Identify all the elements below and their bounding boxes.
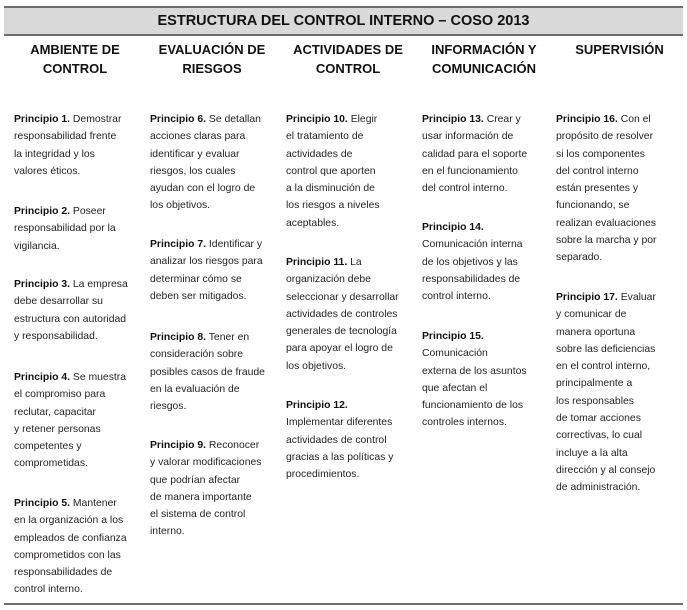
principle-text: los objetivos.: [150, 200, 211, 212]
principle-text: actividades de control: [286, 434, 387, 446]
principle-text: Comunicación interna: [422, 239, 523, 251]
principle-first-line: [422, 219, 556, 236]
principle-text: el compromiso para: [14, 389, 106, 401]
principle-text: generales de tecnología: [286, 326, 397, 338]
principle-text: estructura con autoridad: [14, 313, 127, 325]
principle-label: Principio 8.: [150, 332, 207, 343]
principle-text: responsabilidad por la: [14, 223, 116, 235]
principle-label: Principio 16.: [556, 114, 618, 125]
principle-text: y responsabilidad.: [14, 330, 98, 342]
principle-first-line: [286, 397, 422, 414]
principle-first-line: [14, 369, 150, 386]
principle-text: y comunicar de: [556, 309, 627, 321]
principle-text: control interno.: [14, 584, 83, 596]
principle-item: [556, 111, 681, 267]
principle-text: usar información de: [422, 131, 514, 143]
principle-text: La: [350, 257, 362, 268]
principle-text: determinar cómo se: [150, 273, 242, 285]
principle-text: propósito de resolver: [556, 131, 654, 143]
principle-text: competentes y: [14, 441, 82, 453]
principle-text: Implementar diferentes: [286, 417, 393, 429]
title-rule: [4, 34, 683, 36]
principle-text: la integridad y los: [14, 148, 95, 160]
bottom-rule: [4, 603, 683, 605]
principle-text: los riesgos a niveles: [286, 200, 380, 212]
principle-text: procedimientos.: [286, 469, 360, 481]
principle-item: [286, 111, 422, 232]
principle-label: Principio 3.: [14, 279, 71, 290]
principle-label: Principio 5.: [14, 498, 71, 509]
principle-item: [14, 203, 150, 255]
principle-text: responsabilidades de: [422, 273, 521, 285]
principle-label: Principio 10.: [286, 114, 348, 125]
principle-text: Identificar y: [208, 239, 263, 250]
table-title-text: ESTRUCTURA DEL CONTROL INTERNO – COSO 2013: [157, 13, 530, 29]
principle-first-line: [422, 111, 556, 128]
principle-item: [14, 111, 150, 180]
principle-first-line: [14, 203, 150, 220]
principle-text: Reconocer: [208, 440, 260, 451]
principle-text: Elegir: [350, 114, 378, 125]
principle-first-line: [286, 254, 422, 271]
column-header-line: CONTROL: [42, 61, 108, 76]
principle-text: separado.: [556, 252, 603, 264]
column-header-line: AMBIENTE DE: [30, 42, 120, 57]
principle-label: Principio 17.: [556, 292, 618, 303]
principle-first-line: [14, 495, 150, 512]
principle-text: Se muestra: [72, 372, 127, 383]
principle-first-line: [150, 236, 286, 253]
principle-label: Principio 4.: [14, 372, 71, 383]
principle-text: consideración sobre: [150, 349, 243, 361]
principle-text: Con el: [620, 114, 651, 125]
principle-text: analizar los riesgos para: [150, 256, 263, 268]
principle-text: el sistema de control: [150, 509, 246, 521]
column-header-line: ACTIVIDADES DE: [293, 42, 403, 57]
principle-first-line: [286, 111, 422, 128]
principle-text: Tener en: [208, 332, 250, 343]
principle-text: comprometidas.: [14, 458, 88, 470]
principle-text: organización debe: [286, 274, 371, 286]
principle-text: calidad para el soporte: [422, 148, 528, 160]
principle-text: en la evaluación de: [150, 383, 240, 395]
principle-text: que podrían afectar: [150, 474, 241, 486]
principle-item: [422, 328, 556, 432]
principle-text: control interno.: [422, 291, 491, 303]
principle-text: Poseer: [72, 206, 106, 217]
principle-text: reclutar, capacitar: [14, 406, 97, 418]
principle-item: [422, 111, 556, 197]
column-header-line: CONTROL: [315, 61, 381, 76]
principle-text: dirección y al consejo: [556, 464, 656, 476]
principle-text: manera oportuna: [556, 326, 636, 338]
column-header-line: RIESGOS: [182, 61, 242, 76]
principle-text: de los objetivos y las: [422, 256, 518, 268]
principle-label: Principio 11.: [286, 257, 348, 268]
principle-text: externa de los asuntos: [422, 365, 527, 377]
principle-item: [286, 254, 422, 375]
column-header-evaluacion-de-riesgos: [144, 40, 280, 78]
principle-first-line: [150, 329, 286, 346]
principle-text: funcionamiento de los: [422, 400, 524, 412]
principle-text: Crear y: [486, 114, 521, 125]
principle-text: están presentes y: [556, 183, 639, 195]
principle-text: deben ser mitigados.: [150, 290, 247, 302]
principle-first-line: [14, 276, 150, 293]
principle-first-line: [556, 289, 681, 306]
principle-text: interno.: [150, 526, 185, 538]
principle-item: [286, 397, 422, 483]
principle-text: posibles casos de fraude: [150, 366, 265, 378]
column-header-actividades-de-control: [280, 40, 416, 78]
principle-label: Principio 15.: [422, 331, 484, 342]
principle-text: si los componentes: [556, 148, 645, 160]
principle-text: sobre las deficiencias: [556, 343, 656, 355]
principle-item: [14, 276, 150, 345]
principle-label: Principio 2.: [14, 206, 71, 217]
principle-item: [150, 236, 286, 305]
principle-text: del control interno: [556, 165, 639, 177]
principle-text: que afectan el: [422, 382, 488, 394]
principle-text: de administración.: [556, 482, 641, 494]
principle-first-line: [150, 111, 286, 128]
principle-label: Principio 12.: [286, 400, 348, 411]
principle-text: de tomar acciones: [556, 413, 641, 425]
principle-first-line: [14, 111, 150, 128]
principle-text: Se detallan: [208, 114, 261, 125]
principle-text: control que aporten: [286, 165, 376, 177]
principle-text: de manera importante: [150, 491, 252, 503]
principle-text: sobre la marcha y por: [556, 235, 657, 247]
principle-item: [150, 437, 286, 541]
principle-text: Evaluar: [620, 292, 656, 303]
principle-text: realizan evaluaciones: [556, 217, 656, 229]
principle-text: vigilancia.: [14, 240, 60, 252]
principle-label: Principio 13.: [422, 114, 484, 125]
principle-item: [14, 369, 150, 473]
principle-text: los objetivos.: [286, 360, 347, 372]
principle-text: y retener personas: [14, 423, 101, 435]
principle-text: actividades de: [286, 148, 353, 160]
principle-first-line: [556, 111, 681, 128]
principle-text: responsabilidades de: [14, 567, 113, 579]
principle-text: valores éticos.: [14, 165, 81, 177]
principle-text: ayudan con el logro de: [150, 183, 256, 195]
principle-text: los responsables: [556, 395, 634, 407]
principle-text: gracias a las políticas y: [286, 451, 394, 463]
principle-text: comprometidos con las: [14, 549, 121, 561]
principle-first-line: [150, 437, 286, 454]
principle-text: y valorar modificaciones: [150, 457, 262, 469]
principle-text: en el funcionamiento: [422, 165, 518, 177]
principle-text: principalmente a: [556, 378, 633, 390]
principle-item: [150, 329, 286, 415]
principle-text: acciones claras para: [150, 131, 246, 143]
principle-text: en el control interno,: [556, 361, 651, 373]
principle-text: para apoyar el logro de: [286, 343, 393, 355]
principle-label: Principio 14.: [422, 222, 484, 233]
principle-text: Mantener: [72, 498, 117, 509]
principle-text: La empresa: [72, 279, 128, 290]
principle-text: del control interno.: [422, 183, 508, 195]
principle-item: [422, 219, 556, 305]
column-header-supervision: [552, 40, 687, 59]
principle-text: en la organización a los: [14, 515, 124, 527]
table-title: [4, 8, 683, 34]
principle-text: seleccionar y desarrollar: [286, 291, 399, 303]
principle-text: controles internos.: [422, 417, 507, 429]
principle-text: Demostrar: [72, 114, 122, 125]
principle-text: a la disminución de: [286, 183, 375, 195]
principle-item: [150, 111, 286, 215]
column-header-line: INFORMACIÓN Y: [431, 42, 537, 57]
principle-text: incluye a la alta: [556, 447, 628, 459]
principle-text: aceptables.: [286, 217, 340, 229]
principle-label: Principio 7.: [150, 239, 207, 250]
principle-item: [556, 289, 681, 497]
principle-text: correctivas, lo cual: [556, 430, 643, 442]
principle-text: identificar y evaluar: [150, 148, 240, 160]
principle-item: [14, 495, 150, 599]
column-header-line: EVALUACIÓN DE: [158, 42, 266, 57]
column-header-line: COMUNICACIÓN: [432, 61, 536, 76]
principle-text: debe desarrollar su: [14, 296, 103, 308]
principle-text: Comunicación: [422, 348, 488, 360]
column-header-ambiente-de-control: [8, 40, 142, 78]
principle-label: Principio 9.: [150, 440, 207, 451]
principle-text: el tratamiento de: [286, 131, 364, 143]
column-header-line: SUPERVISIÓN: [575, 42, 664, 57]
principle-text: actividades de controles: [286, 308, 398, 320]
column-header-informacion-y-comunicacion: [416, 40, 552, 78]
principle-text: riesgos, los cuales: [150, 165, 236, 177]
principle-label: Principio 1.: [14, 114, 71, 125]
column-headers: [4, 40, 683, 84]
principle-text: funcionando, se: [556, 200, 630, 212]
principle-text: riesgos.: [150, 401, 187, 413]
principle-text: empleados de confianza: [14, 532, 127, 544]
principle-label: Principio 6.: [150, 114, 207, 125]
principle-text: responsabilidad frente: [14, 131, 117, 143]
principle-first-line: [422, 328, 556, 345]
